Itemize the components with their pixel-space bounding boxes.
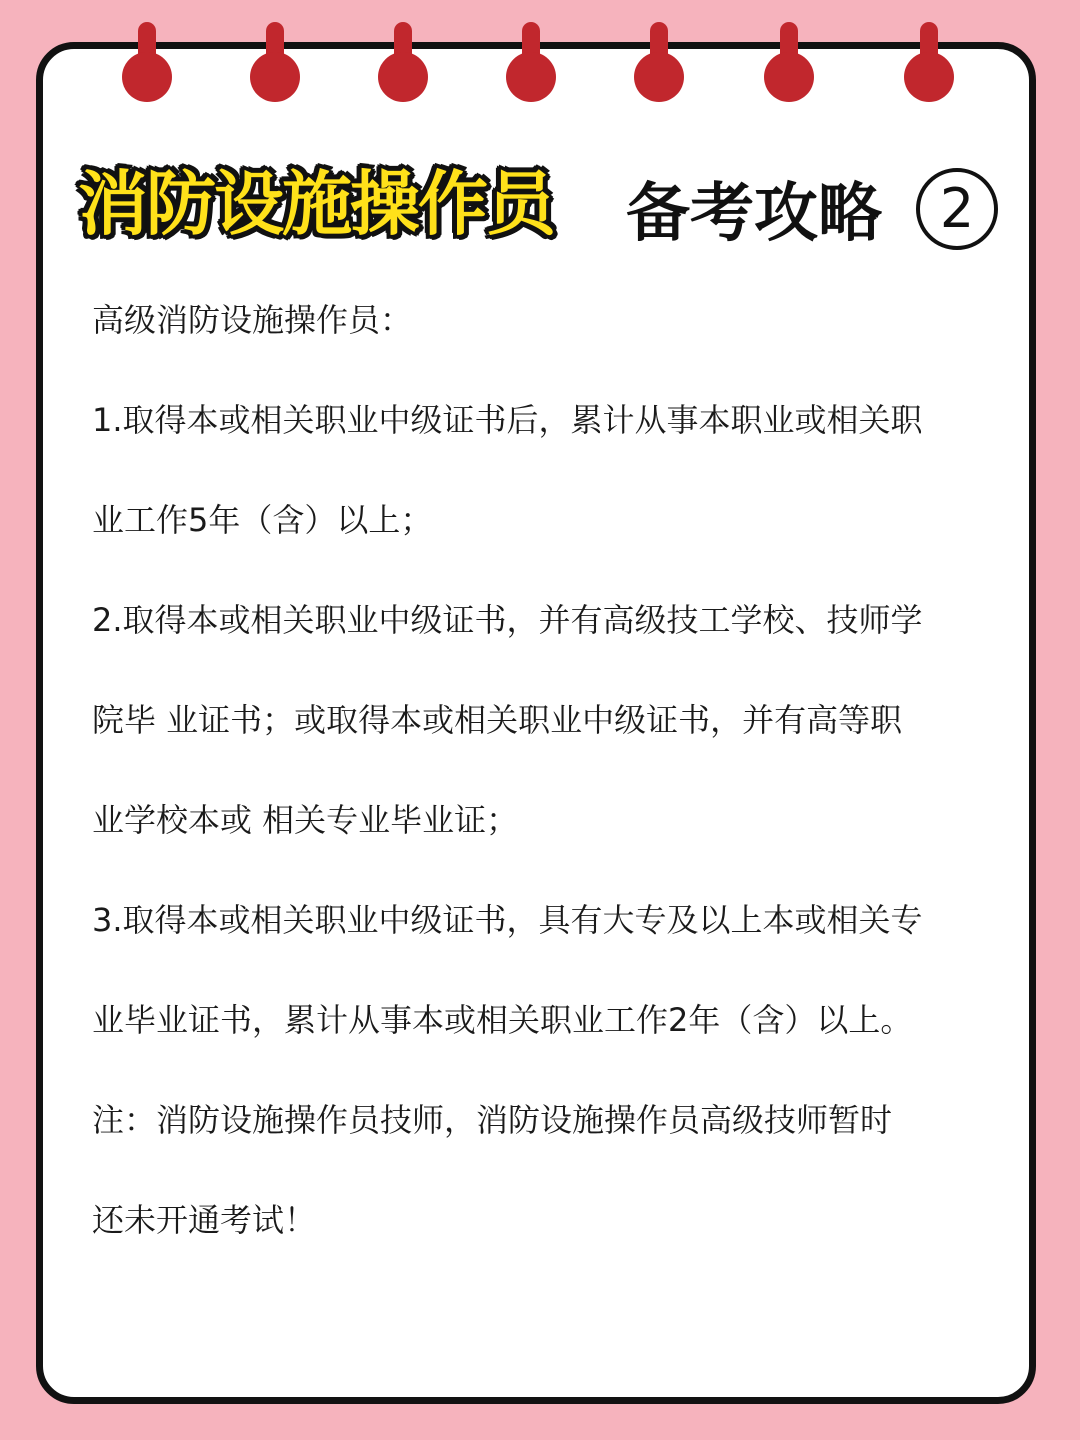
binder-ring-icon (506, 22, 556, 102)
binder-ring-icon (378, 22, 428, 102)
content-line: 2.取得本或相关职业中级证书，并有高级技工学校、技师学 (92, 601, 923, 639)
content-line: 业毕业证书，累计从事本或相关职业工作2年（含）以上。 (92, 1001, 913, 1039)
content-body (92, 290, 1022, 1290)
page-title (78, 148, 1018, 251)
binder-ring-icon (904, 22, 954, 102)
title-main: 消防设施操作员 (78, 163, 554, 245)
content-line: 还未开通考试！ (92, 1201, 317, 1239)
binder-ring-icon (764, 22, 814, 102)
content-line: 1.取得本或相关职业中级证书后，累计从事本职业或相关职 (92, 401, 923, 439)
title-number-badge: 2 (916, 168, 998, 250)
content-line: 业工作5年（含）以上； (92, 501, 433, 539)
content-line: 高级消防设施操作员： (92, 301, 413, 339)
content-line: 3.取得本或相关职业中级证书，具有大专及以上本或相关专 (92, 901, 923, 939)
binder-ring-icon (634, 22, 684, 102)
content-line: 院毕 业证书；或取得本或相关职业中级证书，并有高等职 (92, 701, 903, 739)
binder-ring-icon (250, 22, 300, 102)
title-sub: 备考攻略 (626, 177, 882, 251)
content-line: 业学校本或 相关专业毕业证； (92, 801, 519, 839)
content-line: 注：消防设施操作员技师，消防设施操作员高级技师暂时 (92, 1101, 893, 1139)
binder-ring-icon (122, 22, 172, 102)
